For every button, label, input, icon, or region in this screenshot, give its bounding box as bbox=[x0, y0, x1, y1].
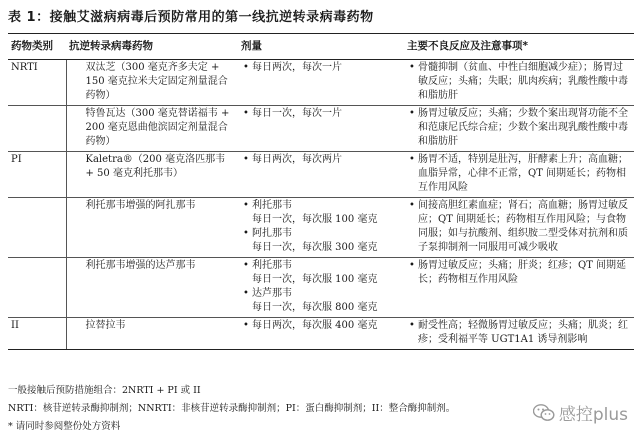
dose-amount: 每日一次，每次服 100 毫克 bbox=[252, 214, 378, 225]
dose-item: • 每日两次，每次一片 bbox=[241, 61, 401, 75]
adverse-text: • 肠胃过敏反应；头痛；少数个案出现肾功能不全和范康尼氏综合症；少数个案出现乳酸性酸中毒和脂肪肝 bbox=[407, 107, 631, 149]
adverse-text: • 间接高胆红素血症；肾石；高血糖；肠胃过敏反应；QT 间期延长；药物相互作用风险；与食物同服；如与抗酸剂、组织胺二型受体对抗剂和质子泵抑制剂一同服用可减少吸收 bbox=[407, 199, 631, 255]
table-header-row bbox=[8, 34, 634, 60]
cell-drug bbox=[66, 318, 238, 350]
adverse-text: • 骨髓抑制（贫血、中性白细胞减少症）；肠胃过敏反应；头痛；失眠；肌肉疾病；乳酸性酸中毒和脂肪肝 bbox=[407, 61, 631, 103]
cell-dose bbox=[238, 198, 404, 258]
footnote-note: * 请同时参阅整份处方资料 bbox=[8, 421, 121, 432]
cell-drug bbox=[66, 198, 238, 258]
cell-adverse bbox=[404, 60, 634, 106]
header-dose: 剂量 bbox=[238, 34, 404, 60]
dose-drug-name: • 利托那韦 bbox=[252, 200, 292, 211]
adverse-text: • 肠胃不适，特别是肚泻，肝酵素上升；高血糖；血脂异常，心律不正常，QT 间期延长；药物相互作用风险 bbox=[407, 153, 631, 195]
cell-drug bbox=[66, 106, 238, 152]
cell-class bbox=[8, 258, 66, 318]
cell-dose bbox=[238, 318, 404, 350]
drug-name: 拉替拉韦 bbox=[85, 320, 126, 331]
drug-name: 利托那韦增强的阿扎那韦 bbox=[85, 200, 196, 211]
cell-dose bbox=[238, 152, 404, 198]
wechat-icon bbox=[533, 404, 555, 422]
dose-item bbox=[241, 287, 401, 315]
dose-item bbox=[241, 259, 401, 287]
drug-name: 特鲁瓦达（300 毫克替诺福韦 + 200 毫克恩曲他滨固定剂量混合药物） bbox=[85, 108, 230, 147]
adverse-text: • 肠胃过敏反应；头痛；肝炎；红疹；QT 间期延长；药物相互作用风险 bbox=[407, 259, 631, 287]
drug-name: Kaletra®（200 毫克洛匹那韦 + 50 毫克利托那韦） bbox=[85, 154, 226, 179]
table-row bbox=[8, 198, 634, 258]
cell-adverse bbox=[404, 106, 634, 152]
cell-adverse bbox=[404, 318, 634, 350]
cell-class: PI bbox=[8, 152, 66, 198]
cell-dose bbox=[238, 60, 404, 106]
drug-name: 利托那韦增强的达芦那韦 bbox=[85, 260, 196, 271]
cell-drug bbox=[66, 152, 238, 198]
dose-item bbox=[241, 199, 401, 227]
cell-class bbox=[8, 198, 66, 258]
cell-dose bbox=[238, 258, 404, 318]
header-drug: 抗逆转录病毒药物 bbox=[66, 34, 238, 60]
dose-item: • 每日一次，每次一片 bbox=[241, 107, 401, 121]
cell-adverse bbox=[404, 152, 634, 198]
cell-adverse bbox=[404, 258, 634, 318]
footnote-abbreviations: NRTI：核苷逆转录酶抑制剂；NNRTI：非核苷逆转录酶抑制剂；PI：蛋白酶抑制剂；II：整合酶抑制剂。 bbox=[8, 403, 456, 414]
cell-class bbox=[8, 106, 66, 152]
cell-drug bbox=[66, 60, 238, 106]
dose-amount: 每日一次，每次服 100 毫克 bbox=[252, 274, 378, 285]
dose-item bbox=[241, 227, 401, 255]
table-title: 表 1：接触艾滋病病毒后预防常用的第一线抗逆转录病毒药物 bbox=[8, 10, 374, 25]
dose-item: • 每日两次，每次服 400 毫克 bbox=[241, 319, 401, 333]
cell-dose bbox=[238, 106, 404, 152]
drug-table bbox=[8, 33, 634, 350]
header-class: 药物类别 bbox=[8, 34, 66, 60]
dose-item: • 每日两次，每次两片 bbox=[241, 153, 401, 167]
table-row bbox=[8, 318, 634, 350]
table-row bbox=[8, 60, 634, 106]
cell-drug bbox=[66, 258, 238, 318]
cell-class: NRTI bbox=[8, 60, 66, 106]
dose-drug-name: • 达芦那韦 bbox=[252, 288, 292, 299]
dose-amount: 每日一次，每次服 300 毫克 bbox=[252, 242, 378, 253]
dose-amount: 每日一次，每次服 800 毫克 bbox=[252, 302, 378, 313]
adverse-text: • 耐受性高；轻微肠胃过敏反应；头痛；肌炎；红疹；受利福平等 UGT1A1 诱导剂影响 bbox=[407, 319, 631, 347]
dose-drug-name: • 阿扎那韦 bbox=[252, 228, 292, 239]
table-row bbox=[8, 106, 634, 152]
drug-name: 双汰芝（300 毫克齐多夫定 + 150 毫克拉米夫定固定剂量混合药物） bbox=[85, 62, 228, 101]
table-row bbox=[8, 152, 634, 198]
cell-class: II bbox=[8, 318, 66, 350]
table-row bbox=[8, 258, 634, 318]
watermark bbox=[533, 400, 628, 425]
footnote-combination: 一般接触后预防措施组合：2NRTI + PI 或 II bbox=[8, 385, 201, 396]
dose-drug-name: • 利托那韦 bbox=[252, 260, 292, 271]
header-adverse: 主要不良反应及注意事项* bbox=[404, 34, 634, 60]
cell-adverse bbox=[404, 198, 634, 258]
watermark-text: 感控plus bbox=[558, 405, 628, 425]
